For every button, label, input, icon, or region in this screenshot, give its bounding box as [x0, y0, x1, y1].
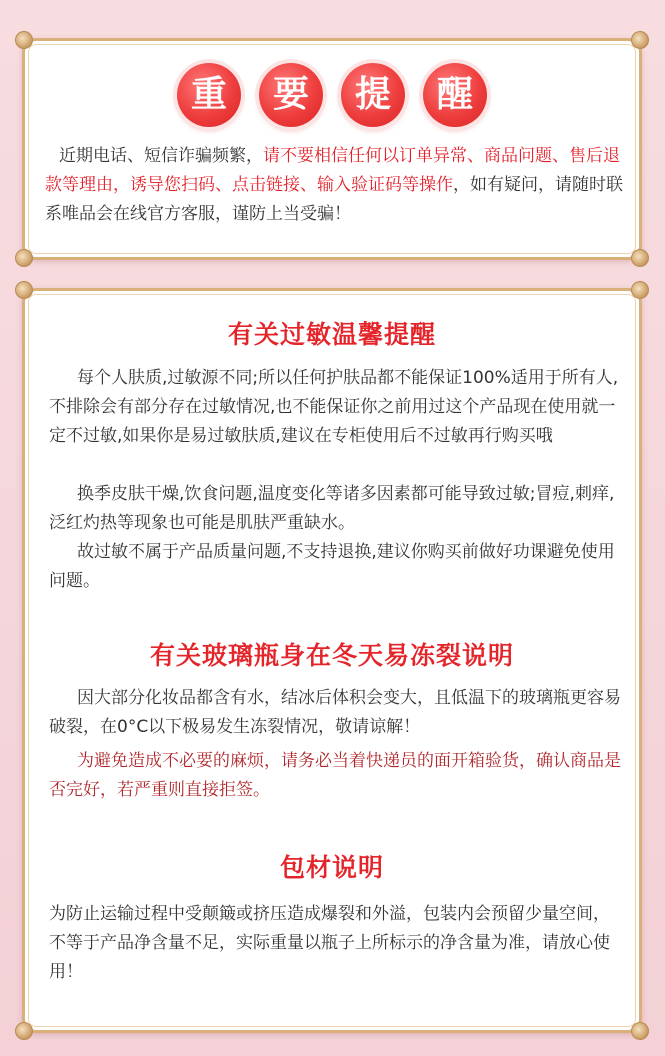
packaging-section-title: 包材说明	[279, 853, 384, 882]
corner-ornament	[15, 1022, 33, 1040]
warning-highlight-text: 请不要相信任何以订单异常、商品问题、售后退款等理由，诱导您扫码、点击链接、输入验证码等操作	[45, 146, 620, 195]
allergy-paragraph: 换季皮肤干燥,饮食问题,温度变化等诸多因素都可能导致过敏;冒痘,刺痒,泛红灼热等现象也可能是肌肤严重缺水。	[49, 484, 615, 533]
allergy-paragraph: 每个人肤质,过敏源不同;所以任何护肤品都不能保证100%适用于所有人,不排除会有部分存在过敏情况,也不能保证你之前用过这个产品现在使用就一定不过敏,如果你是易过敏肤质,建议在专柜使用后不过敏再行购买哦	[49, 368, 619, 446]
reminder-heading	[25, 63, 639, 127]
corner-ornament	[631, 1022, 649, 1040]
heading-badge: 重	[177, 63, 241, 127]
corner-ornament	[631, 31, 649, 49]
allergy-section-title: 有关过敏温馨提醒	[227, 320, 436, 349]
glass-warning-paragraph: 为避免造成不必要的麻烦，请务必当着快递员的面开箱验货，确认商品是否完好，若严重则直接拒签。	[49, 751, 621, 800]
important-reminder-card	[22, 38, 642, 260]
corner-ornament	[631, 249, 649, 267]
allergy-paragraph: 故过敏不属于产品质量问题,不支持退换,建议你购买前做好功课避免使用问题。	[49, 542, 615, 591]
warning-plain-text: 近期电话、短信诈骗频繁，	[59, 146, 263, 166]
warning-plain-text: ，如有疑问，请随时联系唯品会在线官方客服，谨防上当受骗！	[45, 175, 623, 224]
corner-ornament	[15, 281, 33, 299]
fraud-warning-text	[45, 142, 625, 229]
corner-ornament	[15, 31, 33, 49]
heading-badge: 醒	[423, 63, 487, 127]
heading-badge: 提	[341, 63, 405, 127]
glass-paragraph: 因大部分化妆品都含有水，结冰后体积会变大，且低温下的玻璃瓶更容易破裂，在0°C以下极易发生冻裂情况，敬请谅解！	[49, 688, 621, 737]
glass-section-title: 有关玻璃瓶身在冬天易冻裂说明	[149, 641, 514, 670]
corner-ornament	[631, 281, 649, 299]
packaging-paragraph: 为防止运输过程中受颠簸或挤压造成爆裂和外溢，包装内会预留少量空间，不等于产品净含量不足，实际重量以瓶子上所标示的净含量为准，请放心使用！	[49, 904, 610, 982]
heading-badge: 要	[259, 63, 323, 127]
product-notes-card	[22, 288, 642, 1033]
corner-ornament	[15, 249, 33, 267]
